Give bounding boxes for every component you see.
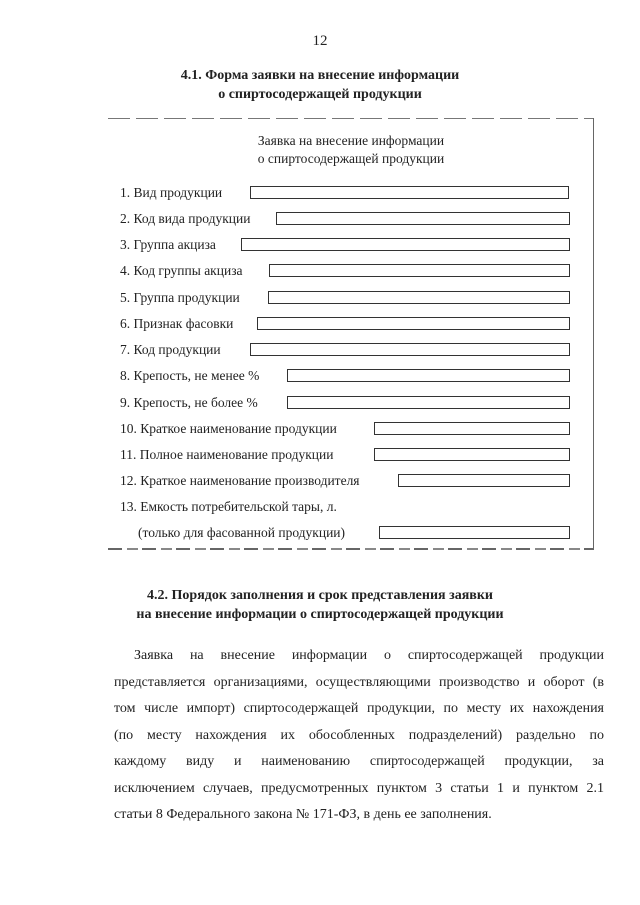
section-4-2-paragraph bbox=[114, 643, 604, 829]
paragraph-line: каждому виду и наименованию спиртосодержащей продукции, за bbox=[114, 754, 604, 769]
field-short-producer-name[interactable] bbox=[398, 474, 570, 487]
form-label-13: 13. Емкость потребительской тары, л. bbox=[120, 499, 337, 514]
field-product-code[interactable] bbox=[250, 343, 570, 356]
field-container-volume[interactable] bbox=[379, 526, 570, 539]
field-product-type-code[interactable] bbox=[276, 212, 570, 225]
form-label-1: 1. Вид продукции bbox=[120, 185, 223, 200]
form-label-11: 11. Полное наименование продукции bbox=[120, 447, 334, 462]
form-label-5: 5. Группа продукции bbox=[120, 290, 240, 305]
form-heading-line2: о спиртосодержащей продукции bbox=[257, 151, 445, 166]
paragraph-line: представляется организациями, осуществляющими производство и оборот (в bbox=[114, 674, 604, 690]
field-full-product-name[interactable] bbox=[374, 448, 570, 461]
field-strength-max[interactable] bbox=[287, 396, 570, 409]
section-4-2-title-line1: 4.2. Порядок заполнения и срок представления заявки bbox=[147, 588, 493, 603]
form-label-6: 6. Признак фасовки bbox=[120, 316, 234, 331]
form-top-border bbox=[108, 118, 594, 119]
form-label-3: 3. Группа акциза bbox=[120, 237, 216, 252]
form-label-10: 10. Краткое наименование продукции bbox=[120, 421, 337, 436]
form-heading-line1: Заявка на внесение информации bbox=[257, 133, 445, 148]
form-bottom-border bbox=[108, 548, 594, 550]
form-label-7: 7. Код продукции bbox=[120, 342, 221, 357]
field-product-group[interactable] bbox=[268, 291, 570, 304]
paragraph-line: Заявка на внесение информации о спиртосодержащей продукции bbox=[134, 648, 604, 663]
form-label-9: 9. Крепость, не более % bbox=[120, 395, 258, 410]
page-number: 12 bbox=[312, 33, 328, 49]
section-4-1-title-line2: о спиртосодержащей продукции bbox=[218, 87, 422, 102]
field-product-type[interactable] bbox=[250, 186, 569, 199]
field-excise-group[interactable] bbox=[241, 238, 570, 251]
form-right-border bbox=[593, 118, 594, 550]
paragraph-line: статьи 8 Федерального закона № 171-ФЗ, в день ее заполнения. bbox=[114, 807, 492, 822]
paragraph-line: исключением случаев, предусмотренных пунктом 3 статьи 1 и пунктом 2.1 bbox=[114, 780, 604, 796]
form-label-8: 8. Крепость, не менее % bbox=[120, 368, 260, 383]
section-4-2-title-line2: на внесение информации о спиртосодержащей продукции bbox=[136, 607, 504, 622]
field-short-product-name[interactable] bbox=[374, 422, 570, 435]
field-strength-min[interactable] bbox=[287, 369, 570, 382]
paragraph-line: (по месту нахождения их обособленных подразделений) раздельно по bbox=[114, 727, 604, 743]
form-label-2: 2. Код вида продукции bbox=[120, 211, 251, 226]
form-label-12: 12. Краткое наименование производителя bbox=[120, 473, 360, 488]
field-packaging-flag[interactable] bbox=[257, 317, 570, 330]
form-label-13-note: (только для фасованной продукции) bbox=[138, 525, 346, 540]
form-label-4: 4. Код группы акциза bbox=[120, 263, 243, 278]
paragraph-line: том числе импорт) спиртосодержащей продукции, по месту их нахождения bbox=[114, 701, 604, 716]
field-excise-group-code[interactable] bbox=[269, 264, 570, 277]
section-4-1-title-line1: 4.1. Форма заявки на внесение информации bbox=[180, 68, 460, 83]
